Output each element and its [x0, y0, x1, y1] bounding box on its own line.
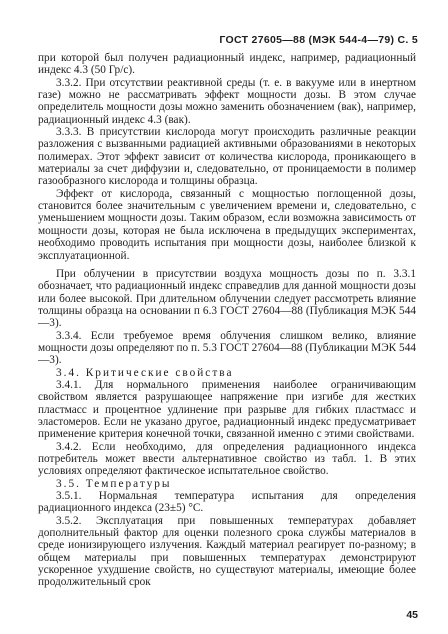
paragraph-continuation: при которой был получен радиационный индекс, например, радиационный индекс 4.3 (50 Гр/с).: [38, 52, 416, 77]
paragraph-3-5-2: 3.5.2. Эксплуатация при повышенных температурах добавляет дополнительный фактор для оценки полезного срока службы материалов в среде ионизирующего излучения. Каждый материал реагирует по-разному; в общем материалы при повышенных температурах демонстрируют ускоренное ухудшение свойств, но существуют материалы, имеющие более продолжительный срок: [38, 514, 416, 589]
paragraph-3-4-2: 3.4.2. Если необходимо, для определения радиационного индекса потребитель может ввести альтернативное свойство из табл. 1. В этих условиях определяют фактическое испытательное свойство.: [38, 440, 416, 478]
body-text: [38, 52, 416, 589]
paragraph-3-3-3: 3.3.3. В присутствии кислорода могут происходить различные реакции разложения с вызванными радиацией активными образованиями в некоторых полимерах. Этот эффект зависит от количества кислорода, проникающего в материалы за счет диффузии и, следовательно, от проницаемости в полимер газообразного кислорода и толщины образца.: [38, 126, 416, 188]
running-header: ГОСТ 27605—88 (МЭК 544-4—79) С. 5: [219, 34, 418, 46]
page-number: 45: [406, 609, 418, 621]
paragraph-3-3-2: 3.3.2. При отсутствии реактивной среды (т. е. в вакууме или в инертном газе) можно не рассматривать эффект мощности дозы. В этом случае определитель мощности дозы можно заменить обозначением (вак), например, радиационный индекс 4.3 (вак).: [38, 76, 416, 126]
paragraph-air-irradiation: При облучении в присутствии воздуха мощность дозы по п. 3.3.1 обозначает, что радиационный индекс справедлив для данной мощности дозы или более высокой. При длительном облучении следует рассмотреть влияние толщины образца на основании п 6.3 ГОСТ 27604—88 (Публикация МЭК 544—3).: [38, 267, 416, 330]
paragraph-3-3-4: 3.3.4. Если требуемое время облучения слишком велико, влияние мощности дозы определяют по п. 5.3 ГОСТ 27604—88 (Публикации МЭК 544—3).: [38, 329, 416, 367]
paragraph-3-5-1: 3.5.1. Нормальная температура испытания для определения радиационного индекса (23±5) °С.: [38, 490, 416, 515]
paragraph-3-4-1: 3.4.1. Для нормального применения наиболее ограничивающим свойством является разрушающее напряжение при изгибе для жестких пластмасс и процентное удлинение при разрыве для гибких пластмасс и эластомеров. Если не указано другое, радиационный индекс предусматривает применение критерия конечной точки, связанной именно с этими свойствами.: [38, 378, 416, 441]
section-heading-temperatures: 3.5. Температуры: [56, 477, 172, 490]
section-heading-critical-properties: 3.4. Критические свойства: [56, 366, 234, 379]
paragraph-oxygen-effect: Эффект от кислорода, связанный с мощностью поглощенной дозы, становится более значительным с увеличением времени и, следовательно, с уменьшением мощности дозы. Таким образом, если возможна зависимость от мощности дозы, которая не была исключена в предыдущих экспериментах, необходимо проводить испытания при мощности дозы, наиболее близкой к эксплуатационной.: [38, 187, 416, 262]
